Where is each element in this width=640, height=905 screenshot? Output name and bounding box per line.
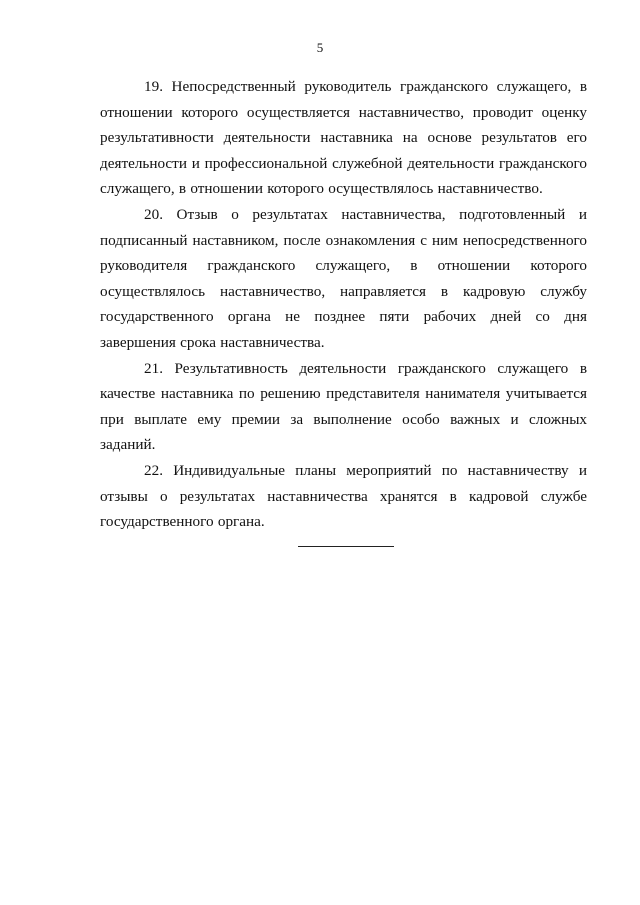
document-body (100, 74, 587, 535)
paragraph-19: 19. Непосредственный руководитель гражданского служащего, в отношении которого осуществляется наставничество, проводит оценку результативности деятельности наставника на основе результатов его деятельности и профессиональной служебной деятельности гражданского служащего, в отношении которого осуществлялось наставничество. (100, 78, 587, 198)
paragraph-21: 21. Результативность деятельности гражданского служащего в качестве наставника по решению представителя нанимателя учитывается при выплате ему премии за выполнение особо важных и сложных заданий. (100, 359, 587, 454)
end-of-document-rule (298, 546, 394, 547)
paragraph-22: 22. Индивидуальные планы мероприятий по наставничеству и отзывы о результатах наставничества хранятся в кадровой службе государственного органа. (100, 461, 587, 531)
page-number: 5 (316, 40, 324, 55)
paragraph-20: 20. Отзыв о результатах наставничества, подготовленный и подписанный наставником, после ознакомления с ним непосредственного руководителя гражданского служащего, в отношении которого осуществлялось наставничество, направляется в кадровую службу государственного органа не позднее пяти рабочих дней со дня завершения срока наставничества. (100, 205, 587, 351)
